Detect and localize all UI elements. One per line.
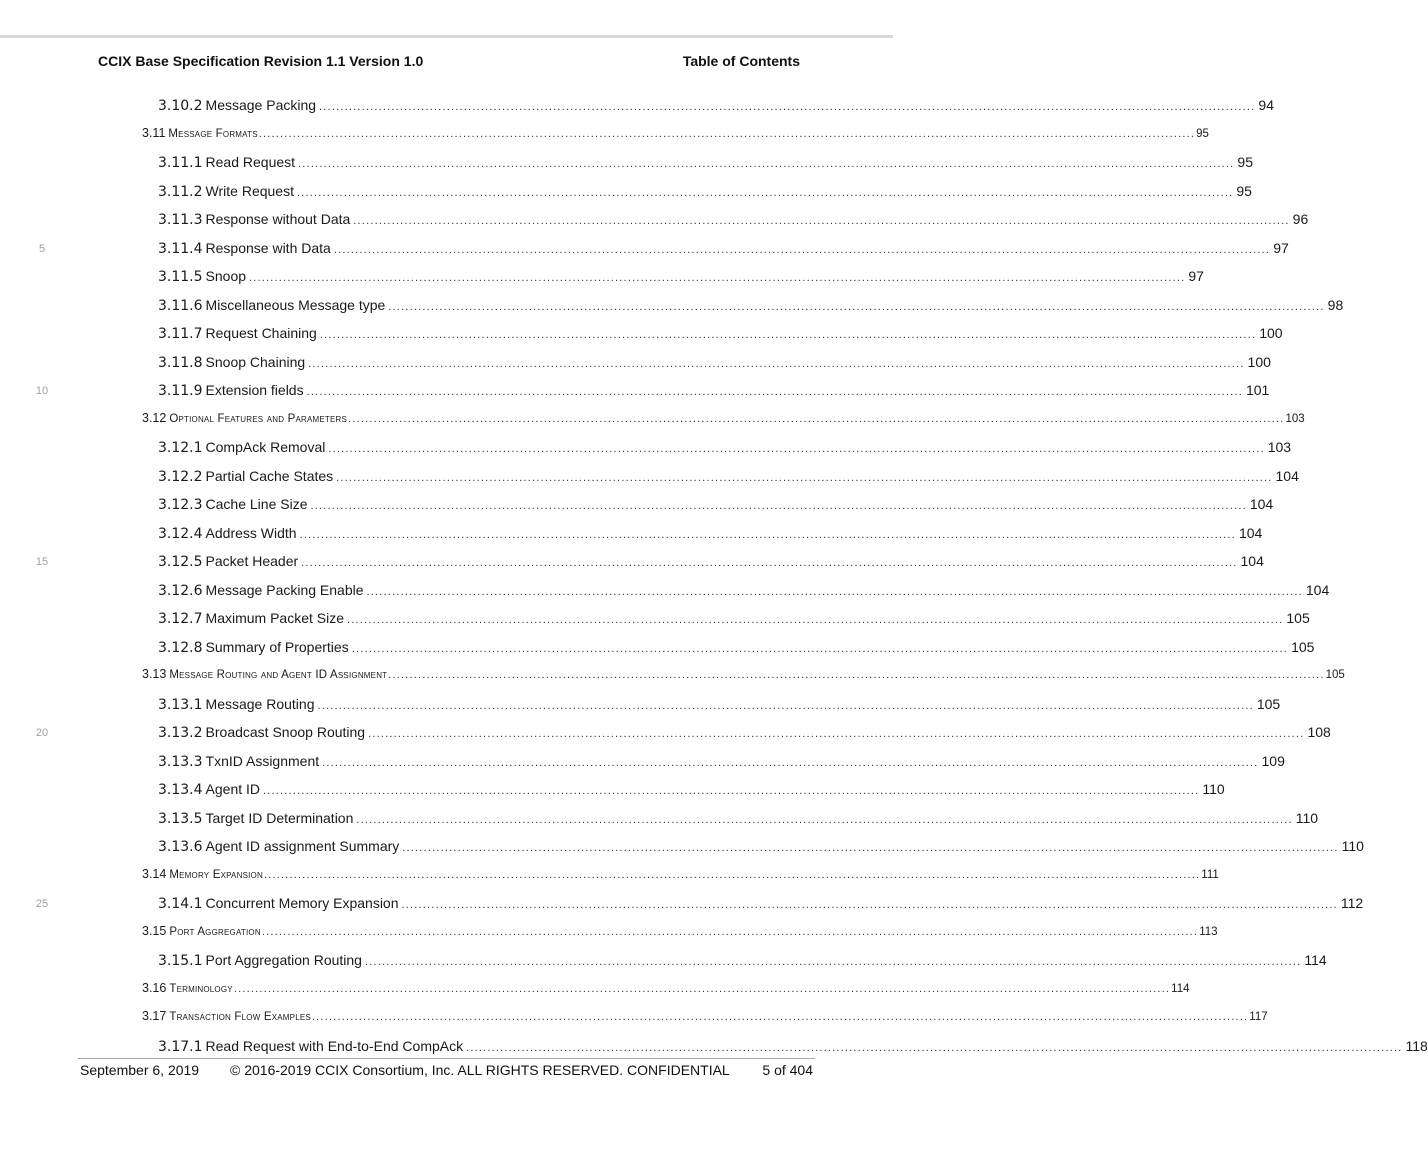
toc-dot-leader: ............................................................................................................................................................................................................................ bbox=[388, 669, 1325, 681]
toc-subsection-entry[interactable] bbox=[158, 695, 1281, 714]
toc-entry-title: Port Aggregation bbox=[169, 925, 261, 938]
toc-dot-leader: ............................................................................................................................................................................................................................ bbox=[351, 642, 1289, 655]
toc-entry-title: Address Width bbox=[205, 524, 297, 541]
table-of-contents bbox=[0, 91, 1428, 1060]
toc-entry-title: Write Request bbox=[205, 182, 294, 199]
toc-section-entry[interactable] bbox=[142, 125, 1209, 144]
toc-dot-leader: ............................................................................................................................................................................................................................ bbox=[249, 272, 1186, 284]
toc-entry-page: 95 bbox=[1196, 127, 1209, 140]
toc-entry-page: 111 bbox=[1201, 868, 1219, 881]
toc-entry-number: 3.10.2 bbox=[158, 98, 203, 114]
toc-entry-number: 3.14 bbox=[142, 866, 167, 881]
toc-row bbox=[0, 547, 1264, 576]
toc-entry-title: Agent ID bbox=[205, 781, 261, 797]
toc-entry-number: 3.12.8 bbox=[158, 639, 203, 656]
toc-subsection-entry[interactable] bbox=[158, 296, 1344, 315]
toc-entry-title: Concurrent Memory Expansion bbox=[205, 895, 399, 911]
toc-row bbox=[0, 462, 1299, 491]
toc-entry-page: 96 bbox=[1292, 211, 1309, 227]
toc-entry-number: 3.11.8 bbox=[158, 354, 203, 371]
toc-entry-title: Transaction Flow Examples bbox=[169, 1011, 311, 1023]
line-number: 10 bbox=[35, 385, 49, 397]
toc-row bbox=[0, 376, 1270, 405]
toc-subsection-entry[interactable] bbox=[158, 1037, 1428, 1056]
toc-row bbox=[0, 177, 1252, 206]
toc-row bbox=[0, 832, 1364, 861]
toc-row bbox=[0, 690, 1281, 719]
toc-subsection-entry[interactable] bbox=[158, 268, 1204, 286]
toc-section-entry[interactable] bbox=[142, 410, 1305, 429]
toc-dot-leader: ............................................................................................................................................................................................................................ bbox=[466, 1041, 1403, 1054]
toc-entry-title: Message Packing bbox=[205, 97, 317, 113]
toc-row bbox=[0, 91, 1274, 120]
toc-dot-leader: ............................................................................................................................................................................................................................ bbox=[402, 842, 1339, 854]
footer-copyright: © 2016-2019 CCIX Consortium, Inc. ALL RIGHTS RESERVED. CONFIDENTIAL bbox=[230, 1062, 730, 1078]
toc-subsection-entry[interactable] bbox=[158, 239, 1289, 258]
line-number: 25 bbox=[35, 898, 49, 910]
toc-subsection-entry[interactable] bbox=[158, 524, 1263, 543]
toc-section-entry[interactable] bbox=[142, 1009, 1268, 1027]
toc-dot-leader: ............................................................................................................................................................................................................................ bbox=[364, 956, 1302, 968]
top-rule bbox=[0, 35, 893, 38]
toc-subsection-entry[interactable] bbox=[158, 581, 1330, 600]
toc-subsection-entry[interactable] bbox=[158, 838, 1364, 856]
toc-entry-page: 97 bbox=[1188, 268, 1204, 284]
toc-subsection-entry[interactable] bbox=[158, 553, 1264, 571]
toc-entry-title: Response without Data bbox=[205, 211, 351, 227]
toc-entry-title: Maximum Packet Size bbox=[205, 610, 345, 626]
toc-entry-page: 112 bbox=[1340, 895, 1364, 911]
toc-entry-page: 104 bbox=[1249, 496, 1274, 512]
toc-row bbox=[0, 120, 1209, 149]
toc-dot-leader: ............................................................................................................................................................................................................................ bbox=[263, 785, 1200, 797]
toc-entry-number: 3.11.2 bbox=[158, 183, 203, 200]
toc-entry-page: 109 bbox=[1261, 752, 1285, 769]
toc-entry-page: 101 bbox=[1245, 382, 1270, 398]
toc-row bbox=[0, 661, 1345, 690]
toc-dot-leader: ............................................................................................................................................................................................................................ bbox=[368, 728, 1305, 740]
toc-row bbox=[0, 604, 1310, 633]
toc-subsection-entry[interactable] bbox=[158, 724, 1331, 742]
toc-entry-page: 98 bbox=[1327, 296, 1344, 313]
toc-dot-leader: ............................................................................................................................................................................................................................ bbox=[301, 557, 1238, 569]
toc-row bbox=[0, 718, 1331, 747]
toc-subsection-entry[interactable] bbox=[158, 154, 1253, 172]
toc-entry-page: 104 bbox=[1240, 553, 1264, 569]
toc-subsection-entry[interactable] bbox=[158, 638, 1315, 657]
toc-entry-number: 3.11.9 bbox=[158, 383, 203, 399]
toc-entry-number: 3.13.4 bbox=[158, 782, 203, 798]
toc-subsection-entry[interactable] bbox=[158, 781, 1225, 799]
toc-entry-title: Target ID Determination bbox=[205, 809, 354, 826]
footer-rule bbox=[78, 1058, 815, 1059]
toc-entry-page: 103 bbox=[1285, 412, 1305, 425]
toc-dot-leader: ............................................................................................................................................................................................................................ bbox=[233, 982, 1171, 995]
toc-entry-title: Cache Line Size bbox=[205, 496, 308, 512]
toc-dot-leader: ............................................................................................................................................................................................................................ bbox=[298, 158, 1235, 170]
toc-subsection-entry[interactable] bbox=[158, 895, 1364, 913]
toc-entry-number: 3.11.3 bbox=[158, 212, 203, 228]
toc-entry-number: 3.14.1 bbox=[158, 896, 203, 912]
toc-entry-page: 103 bbox=[1267, 439, 1292, 455]
toc-row bbox=[0, 1003, 1268, 1032]
toc-dot-leader: ............................................................................................................................................................................................................................ bbox=[347, 614, 1284, 626]
toc-entry-page: 108 bbox=[1307, 724, 1331, 740]
toc-subsection-entry[interactable] bbox=[158, 182, 1252, 201]
toc-entry-number: 3.13.1 bbox=[158, 696, 203, 713]
toc-entry-title: Port Aggregation Routing bbox=[205, 952, 362, 968]
toc-entry-number: 3.13.2 bbox=[158, 725, 203, 741]
toc-entry-number: 3.12.6 bbox=[158, 582, 203, 599]
toc-entry-page: 100 bbox=[1259, 325, 1283, 341]
toc-dot-leader: ............................................................................................................................................................................................................................ bbox=[336, 471, 1273, 484]
toc-entry-title: Message Routing bbox=[205, 695, 315, 712]
toc-dot-leader: ............................................................................................................................................................................................................................ bbox=[388, 300, 1325, 313]
toc-entry-title: Read Request with End-to-End CompAck bbox=[205, 1037, 464, 1054]
toc-entry-page: 104 bbox=[1275, 467, 1299, 484]
toc-entry-title: Message Packing Enable bbox=[205, 581, 364, 598]
toc-dot-leader: ............................................................................................................................................................................................................................ bbox=[353, 215, 1290, 227]
toc-entry-page: 95 bbox=[1237, 154, 1253, 170]
toc-entry-page: 94 bbox=[1258, 97, 1274, 113]
toc-entry-page: 104 bbox=[1305, 581, 1330, 598]
toc-entry-title: Summary of Properties bbox=[205, 638, 349, 655]
toc-subsection-entry[interactable] bbox=[158, 353, 1271, 372]
toc-row bbox=[0, 348, 1271, 377]
toc-entry-number: 3.11 bbox=[142, 125, 166, 140]
toc-row bbox=[0, 234, 1289, 263]
section-title: Table of Contents bbox=[682, 53, 800, 69]
toc-subsection-entry[interactable] bbox=[158, 211, 1309, 229]
toc-row bbox=[0, 633, 1315, 662]
footer-page-number: 5 of 404 bbox=[762, 1062, 813, 1078]
toc-dot-leader: ............................................................................................................................................................................................................................ bbox=[311, 1011, 1249, 1023]
toc-section-entry[interactable] bbox=[142, 866, 1219, 885]
toc-row bbox=[0, 747, 1285, 776]
toc-row bbox=[0, 433, 1292, 462]
toc-entry-number: 3.15 bbox=[142, 923, 167, 938]
toc-entry-page: 100 bbox=[1247, 353, 1271, 370]
line-number: 5 bbox=[38, 242, 46, 255]
toc-row bbox=[0, 975, 1190, 1004]
toc-entry-number: 3.11.4 bbox=[158, 240, 203, 257]
toc-entry-title: Message Routing and Agent ID Assignment bbox=[169, 669, 388, 681]
toc-row bbox=[0, 889, 1364, 918]
toc-entry-title: Message Formats bbox=[168, 127, 258, 140]
toc-row bbox=[0, 490, 1274, 519]
toc-dot-leader: ............................................................................................................................................................................................................................ bbox=[296, 186, 1234, 199]
toc-dot-leader: ............................................................................................................................................................................................................................ bbox=[261, 925, 1199, 938]
toc-dot-leader: ............................................................................................................................................................................................................................ bbox=[319, 101, 1256, 113]
toc-entry-title: Snoop Chaining bbox=[205, 353, 306, 370]
toc-entry-number: 3.11.5 bbox=[158, 269, 203, 285]
toc-row bbox=[0, 262, 1204, 291]
toc-dot-leader: ............................................................................................................................................................................................................................ bbox=[319, 329, 1257, 341]
toc-subsection-entry[interactable] bbox=[158, 496, 1274, 514]
toc-entry-number: 3.12.4 bbox=[158, 525, 203, 542]
toc-dot-leader: ............................................................................................................................................................................................................................ bbox=[310, 500, 1247, 512]
toc-dot-leader: ............................................................................................................................................................................................................................ bbox=[328, 443, 1265, 455]
toc-subsection-entry[interactable] bbox=[158, 467, 1299, 486]
toc-entry-number: 3.13.6 bbox=[158, 839, 203, 855]
toc-row bbox=[0, 205, 1309, 234]
toc-row bbox=[0, 946, 1327, 975]
toc-entry-number: 3.13.5 bbox=[158, 810, 203, 827]
toc-entry-number: 3.12 bbox=[142, 410, 167, 425]
toc-subsection-entry[interactable] bbox=[158, 809, 1319, 828]
toc-subsection-entry[interactable] bbox=[158, 952, 1327, 970]
toc-row bbox=[0, 148, 1253, 177]
toc-dot-leader: ............................................................................................................................................................................................................................ bbox=[258, 127, 1196, 140]
toc-dot-leader: ............................................................................................................................................................................................................................ bbox=[356, 813, 1293, 826]
toc-dot-leader: ............................................................................................................................................................................................................................ bbox=[366, 585, 1303, 598]
toc-entry-title: Partial Cache States bbox=[205, 467, 334, 484]
toc-entry-page: 114 bbox=[1304, 952, 1327, 968]
toc-entry-number: 3.15.1 bbox=[158, 953, 203, 969]
toc-entry-page: 95 bbox=[1236, 182, 1252, 199]
toc-row bbox=[0, 405, 1305, 434]
toc-dot-leader: ............................................................................................................................................................................................................................ bbox=[348, 412, 1285, 425]
toc-entry-number: 3.17 bbox=[142, 1009, 167, 1023]
toc-entry-number: 3.11.1 bbox=[158, 155, 203, 171]
toc-entry-number: 3.13.3 bbox=[158, 753, 203, 770]
toc-section-entry[interactable] bbox=[142, 667, 1345, 685]
toc-section-entry[interactable] bbox=[142, 923, 1218, 942]
toc-entry-number: 3.11.7 bbox=[158, 326, 203, 342]
toc-row bbox=[0, 775, 1225, 804]
toc-dot-leader: ............................................................................................................................................................................................................................ bbox=[317, 699, 1254, 712]
toc-entry-page: 117 bbox=[1249, 1011, 1268, 1023]
toc-row bbox=[0, 319, 1283, 348]
footer-date: September 6, 2019 bbox=[80, 1062, 200, 1078]
toc-entry-title: Extension fields bbox=[205, 382, 304, 398]
toc-entry-page: 105 bbox=[1286, 610, 1310, 626]
toc-dot-leader: ............................................................................................................................................................................................................................ bbox=[322, 756, 1259, 769]
toc-subsection-entry[interactable] bbox=[158, 610, 1310, 628]
line-number: 15 bbox=[35, 556, 49, 568]
line-number: 20 bbox=[35, 727, 49, 739]
toc-entry-page: 110 bbox=[1202, 781, 1225, 797]
toc-row bbox=[0, 291, 1344, 320]
toc-entry-title: Packet Header bbox=[205, 553, 299, 569]
toc-entry-number: 3.17.1 bbox=[158, 1038, 203, 1055]
toc-dot-leader: ............................................................................................................................................................................................................................ bbox=[308, 357, 1245, 370]
toc-entry-page: 105 bbox=[1291, 638, 1315, 655]
toc-entry-title: Read Request bbox=[205, 154, 296, 170]
toc-entry-title: Response with Data bbox=[205, 239, 331, 256]
toc-entry-title: Terminology bbox=[169, 982, 233, 995]
toc-dot-leader: ............................................................................................................................................................................................................................ bbox=[299, 528, 1236, 541]
toc-entry-page: 114 bbox=[1171, 982, 1190, 995]
toc-entry-number: 3.12.3 bbox=[158, 497, 203, 513]
toc-entry-title: Broadcast Snoop Routing bbox=[205, 724, 366, 740]
toc-entry-title: Memory Expansion bbox=[169, 868, 263, 881]
toc-subsection-entry[interactable] bbox=[158, 97, 1274, 115]
toc-row bbox=[0, 576, 1330, 605]
toc-entry-title: Request Chaining bbox=[205, 325, 317, 341]
toc-row bbox=[0, 1032, 1428, 1061]
toc-entry-number: 3.12.2 bbox=[158, 468, 203, 485]
toc-entry-page: 118 bbox=[1405, 1037, 1428, 1054]
toc-entry-number: 3.16 bbox=[142, 980, 167, 995]
toc-entry-page: 110 bbox=[1341, 838, 1364, 854]
toc-dot-leader: ............................................................................................................................................................................................................................ bbox=[263, 868, 1201, 881]
toc-subsection-entry[interactable] bbox=[158, 752, 1285, 771]
toc-entry-title: Snoop bbox=[205, 268, 247, 284]
document-title: CCIX Base Specification Revision 1.1 Version 1.0 bbox=[98, 53, 424, 69]
toc-row bbox=[0, 519, 1263, 548]
toc-dot-leader: ............................................................................................................................................................................................................................ bbox=[306, 386, 1243, 398]
toc-dot-leader: ............................................................................................................................................................................................................................ bbox=[401, 899, 1338, 911]
toc-row bbox=[0, 861, 1219, 890]
toc-entry-page: 97 bbox=[1273, 239, 1289, 256]
toc-entry-number: 3.13 bbox=[142, 667, 167, 681]
toc-entry-number: 3.12.1 bbox=[158, 440, 203, 456]
toc-dot-leader: ............................................................................................................................................................................................................................ bbox=[333, 243, 1271, 256]
toc-entry-number: 3.12.7 bbox=[158, 611, 203, 627]
toc-section-entry[interactable] bbox=[142, 980, 1190, 999]
toc-entry-page: 104 bbox=[1238, 524, 1263, 541]
toc-entry-page: 105 bbox=[1325, 669, 1345, 681]
toc-entry-page: 110 bbox=[1295, 809, 1319, 826]
toc-entry-title: Miscellaneous Message type bbox=[205, 296, 386, 313]
toc-entry-title: CompAck Removal bbox=[205, 439, 326, 455]
toc-entry-number: 3.11.6 bbox=[158, 297, 203, 314]
toc-entry-number: 3.12.5 bbox=[158, 554, 203, 570]
toc-subsection-entry[interactable] bbox=[158, 439, 1292, 457]
toc-entry-page: 105 bbox=[1256, 695, 1281, 712]
toc-entry-title: Agent ID assignment Summary bbox=[205, 838, 400, 854]
toc-entry-title: Optional Features and Parameters bbox=[169, 412, 348, 425]
toc-entry-page: 113 bbox=[1199, 925, 1218, 938]
toc-entry-title: TxnID Assignment bbox=[205, 752, 320, 769]
toc-row bbox=[0, 918, 1218, 947]
toc-row bbox=[0, 804, 1319, 833]
toc-subsection-entry[interactable] bbox=[158, 382, 1270, 400]
toc-subsection-entry[interactable] bbox=[158, 325, 1283, 343]
